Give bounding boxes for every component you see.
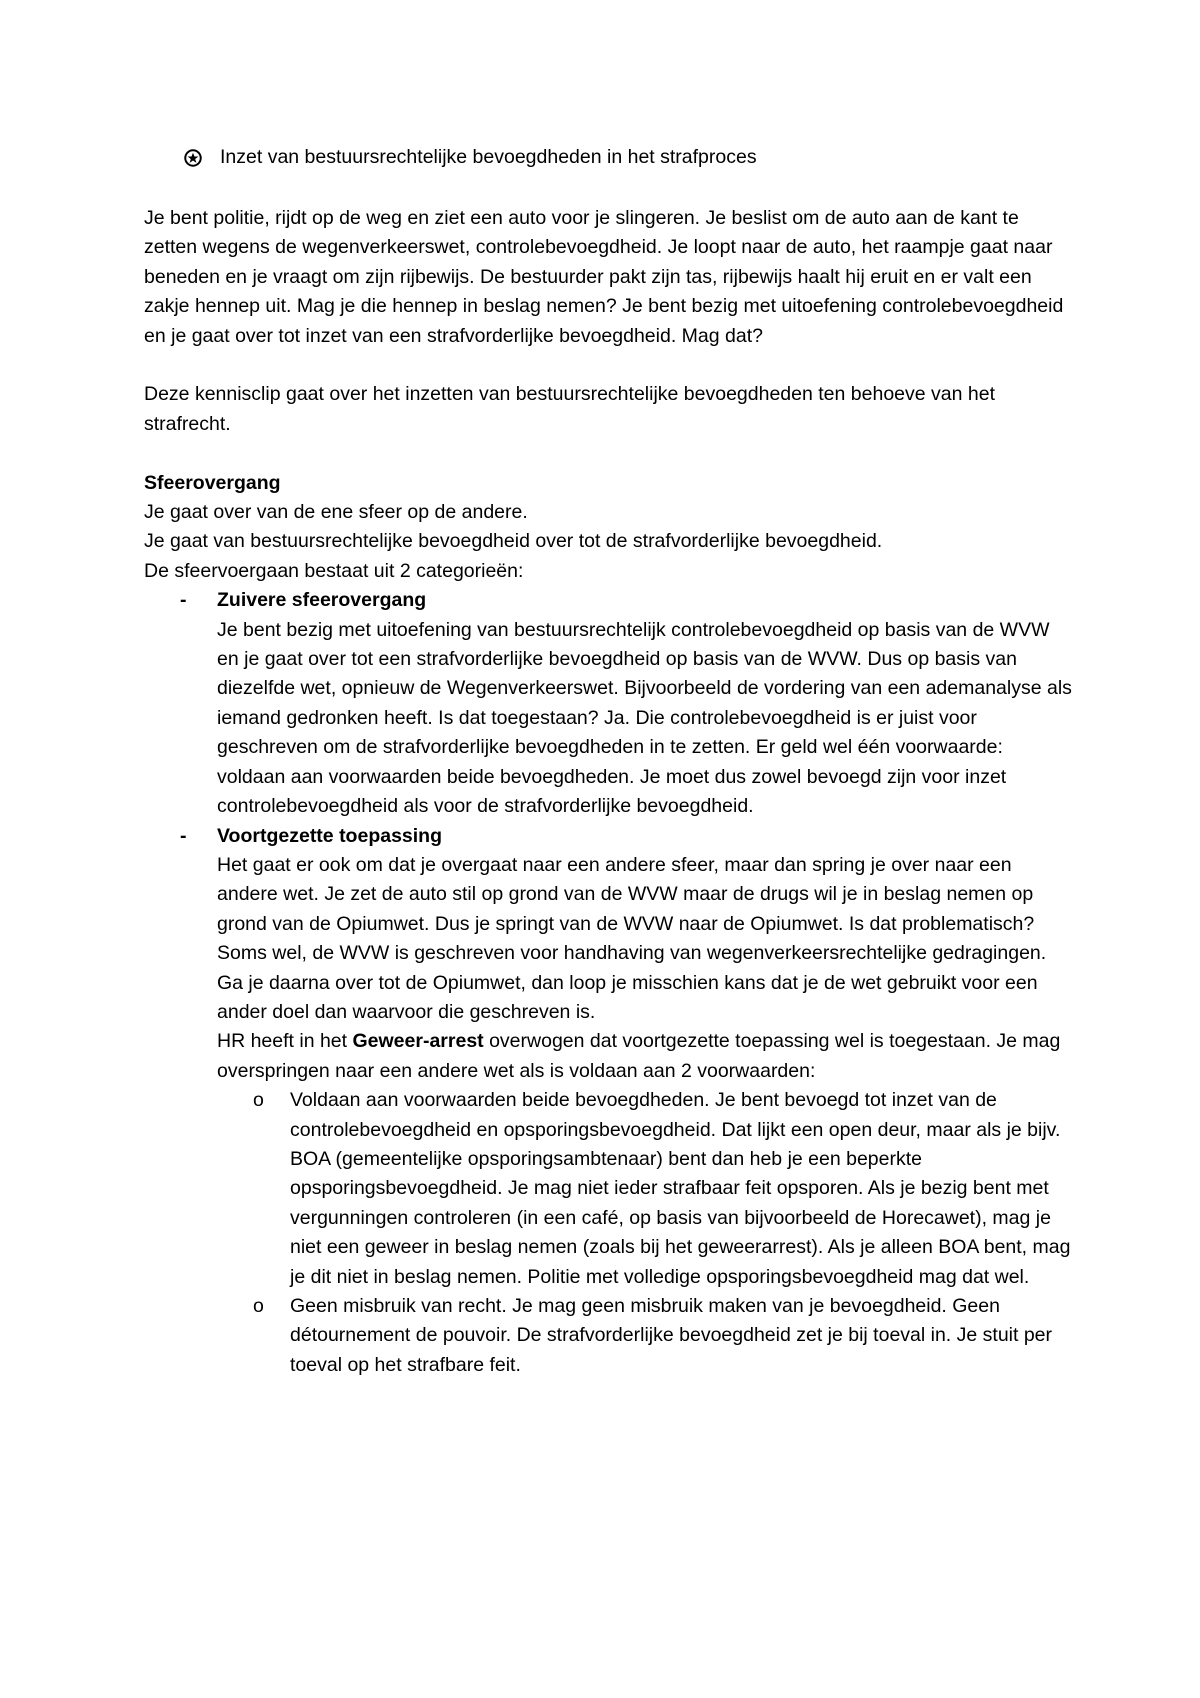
condition-text: Geen misbruik van recht. Je mag geen misbruik maken van je bevoegdheid. Geen détournement de pouvoir. De strafvorderlijke bevoegdheid zet je bij toeval in. Je stuit per toeval op het strafbare feit. (290, 1295, 1053, 1376)
geweer-arrest-label: Geweer-arrest (352, 1030, 484, 1053)
section-line: Je gaat over van de ene sfeer op de andere. (144, 501, 528, 524)
spacer (144, 351, 1074, 380)
condition-item (144, 1086, 1074, 1292)
hr-text-before: HR heeft in het (217, 1030, 353, 1053)
list-item-zuivere-sfeerovergang (144, 586, 1074, 821)
list-item-text: Je bent bezig met uitoefening van bestuursrechtelijk controlebevoegdheid op basis van de WVW en je gaat over tot een strafvorderlijke bevoegdheid op basis van de WVW. Dus op basis van diezelfde wet, opnieuw de Wegenverkeerswet. Bijvoorbeeld de vordering van een ademanalyse als iemand gedronken heeft. Is dat toegestaan? Ja. Die controlebevoegdheid is er juist voor geschreven om de strafvorderlijke bevoegdheden in te zetten. Er geld wel één voorwaarde: voldaan aan voorwaarden beide bevoegdheden. Je moet dus zowel bevoegd zijn voor inzet controlebevoegdheid als voor de strafvorderlijke bevoegdheid. (217, 618, 1072, 818)
spacer (144, 439, 1074, 468)
section-line: De sfeervoergaan bestaat uit 2 categorieën: (144, 559, 524, 582)
star-bullet-icon (184, 149, 202, 167)
condition-text: Voldaan aan voorwaarden beide bevoegdheden. Je bent bevoegd tot inzet van de controlebevoegdheid en opsporingsbevoegdheid. Dat lijkt een open deur, maar als je bijv. BOA (gemeentelijke opsporingsambtenaar) bent dan heb je een beperkte opsporingsbevoegdheid. Je mag niet ieder strafbaar feit opsporen. Als je bezig bent met vergunningen controleren (in een café, op basis van bijvoorbeeld de Horecawet), mag je niet een geweer in beslag nemen (zoals bij het geweerarrest). Als je alleen BOA bent, mag je dit niet in beslag nemen. Politie met volledige opsporingsbevoegdheid mag dat wel. (290, 1089, 1071, 1288)
heading-text: Inzet van bestuursrechtelijke bevoegdheden in het strafproces (220, 146, 757, 168)
heading-line (184, 143, 1084, 172)
list-item-text: Het gaat er ook om dat je overgaat naar een andere sfeer, maar dan spring je over naar een andere wet. Je zet de auto stil op grond van de WVW maar de drugs wil je in beslag nemen op grond van de Opiumwet. Dus je springt van de WVW naar de Opiumwet. Is dat problematisch? Soms wel, de WVW is geschreven voor handhaving van wegenverkeersrechtelijke gedragingen. Ga je daarna over tot de Opiumwet, dan loop je misschien kans dat je de wet gebruikt voor een ander doel dan waarvoor die geschreven is. (217, 853, 1047, 1023)
hr-paragraph (217, 1027, 1074, 1086)
dash-bullet: - (180, 589, 187, 612)
list-item-title: Voortgezette toepassing (217, 824, 443, 847)
section-line: Je gaat van bestuursrechtelijke bevoegdheid over tot de strafvorderlijke bevoegdheid. (144, 530, 883, 553)
intro-paragraph: Je bent politie, rijdt op de weg en ziet een auto voor je slingeren. Je beslist om de auto aan de kant te zetten wegens de wegenverkeerswet, controlebevoegdheid. Je loopt naar de auto, het raampje gaat naar beneden en je vraagt om zijn rijbewijs. De bestuurder pakt zijn tas, rijbewijs haalt hij eruit en er valt een zakje hennep uit. Mag je die hennep in beslag nemen? Je bent bezig met uitoefening controlebevoegdheid en je gaat over tot inzet van een strafvorderlijke bevoegdheid. Mag dat? (144, 207, 1064, 347)
list-item-title: Zuivere sfeerovergang (217, 589, 427, 612)
circle-bullet: o (253, 1295, 264, 1317)
hr-text-after: overwogen dat voortgezette toepassing wel is toegestaan. Je mag overspringen naar een andere wet als is voldaan aan 2 voorwaarden: (217, 1030, 1061, 1082)
section-title: Sfeerovergang (144, 471, 281, 494)
list-item-voortgezette-toepassing (144, 822, 1074, 1087)
circle-bullet: o (253, 1089, 264, 1112)
condition-item (144, 1292, 1074, 1380)
clip-paragraph: Deze kennisclip gaat over het inzetten van bestuursrechtelijke bevoegdheden ten behoeve van het strafrecht. (144, 383, 995, 435)
document-body (144, 204, 1074, 1380)
dash-bullet: - (180, 824, 187, 847)
